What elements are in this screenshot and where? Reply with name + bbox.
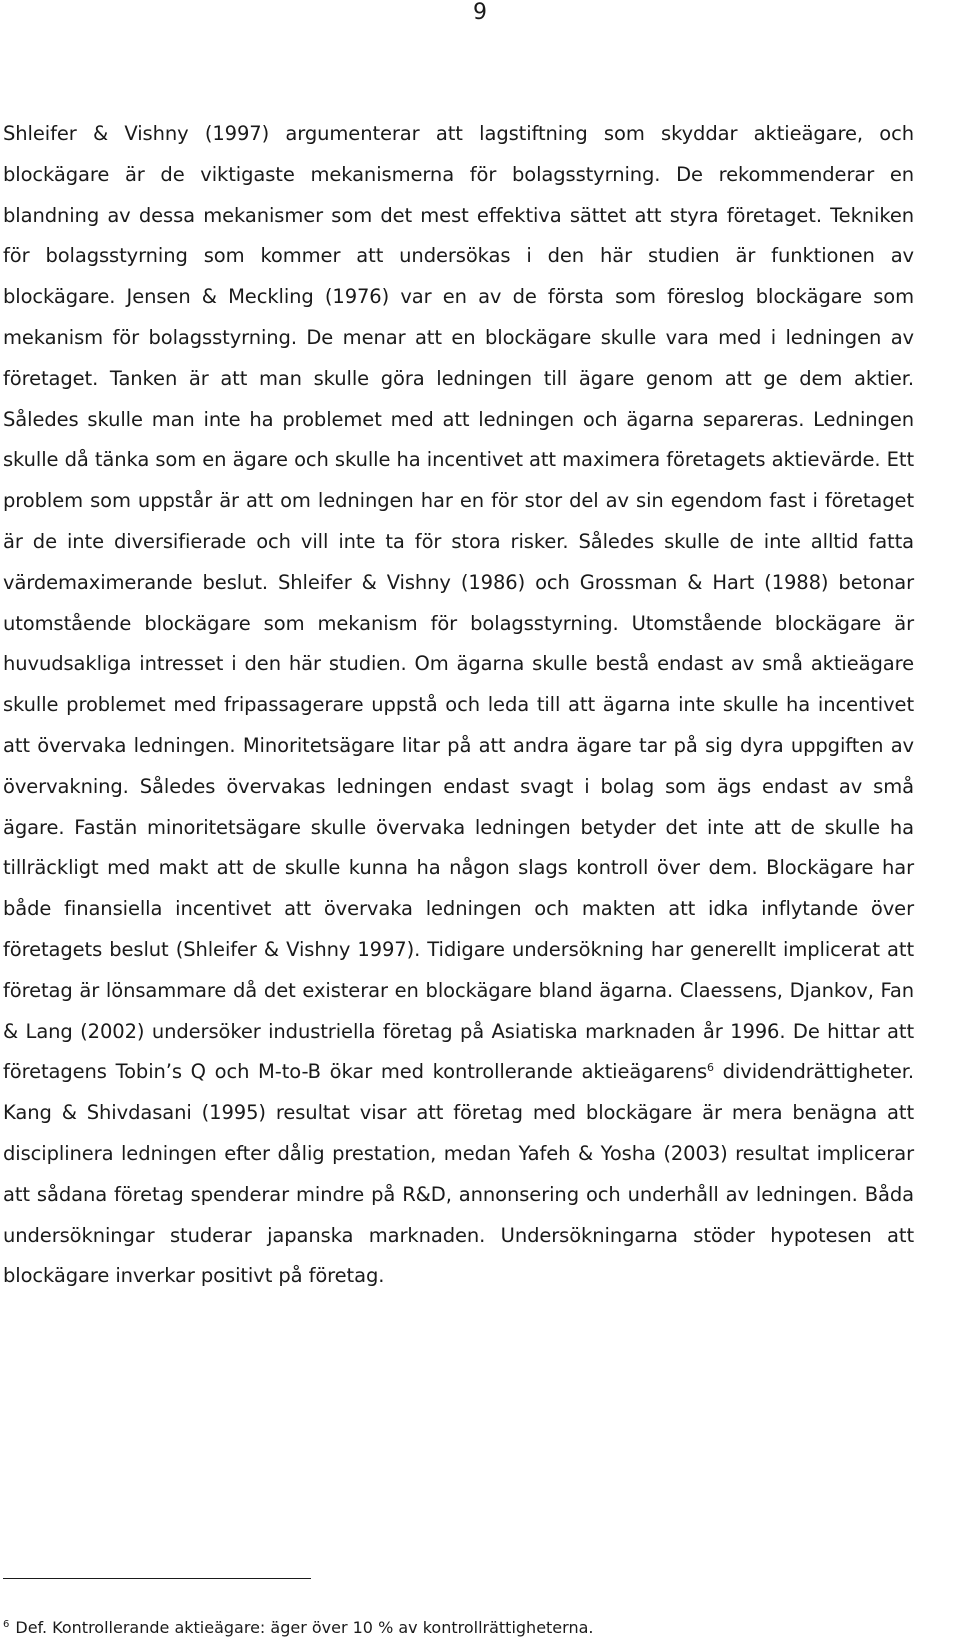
footnote-marker: 6 — [3, 1619, 10, 1630]
footnote-reference: 6 — [707, 1061, 714, 1075]
footnote-text: Def. Kontrollerande aktieägare: äger över 10 % av kontrollrättigheterna. — [15, 1618, 594, 1637]
body-paragraph — [3, 114, 914, 1297]
paragraph-text-part-2: dividendrättigheter. Kang & Shivdasani (1995) resultat visar att företag med blockägare är mera benägna att disciplinera ledningen efter dålig prestation, medan Yafeh & Yosha (2003) resultat implicerar att sådana företag spenderar mindre på R&D, annonsering och underhåll av ledningen. Båda undersökningar studerar japanska marknaden. Undersökningarna stöder hypotesen att blockägare inverkar positivt på företag. — [3, 1060, 914, 1288]
page-number: 9 — [473, 0, 487, 25]
footnote-divider — [3, 1578, 311, 1579]
paragraph-text-part-1: Shleifer & Vishny (1997) argumenterar att lagstiftning som skyddar aktieägare, och blockägare är de viktigaste mekanismerna för bolagsstyrning. De rekommenderar en blandning av dessa mekanismer som det mest effektiva sättet att styra företaget. Tekniken för bolagsstyrning som kommer att undersökas i den här studien är funktionen av blockägare. Jensen & Meckling (1976) var en av de första som föreslog blockägare som mekanism för bolagsstyrning. De menar att en blockägare skulle vara med i ledningen av företaget. Tanken är att man skulle göra ledningen till ägare genom att ge dem aktier. Således skulle man inte ha problemet med att ledningen och ägarna separeras. Ledningen skulle då tänka som en ägare och skulle ha incentivet att maximera företagets aktievärde. Ett problem som uppstår är att om ledningen har en för stor del av sin egendom fast i företaget är de inte diversifierade och vill inte ta för stora risker. Således skulle de inte alltid fatta värdemaximerande beslut. Shleifer & Vishny (1986) och Grossman & Hart (1988) betonar utomstående blockägare som mekanism för bolagsstyrning. Utomstående blockägare är huvudsakliga intresset i den här studien. Om ägarna skulle bestå endast av små aktieägare skulle problemet med fripassagerare uppstå och leda till att ägarna inte skulle ha incentivet att övervaka ledningen. Minoritetsägare litar på att andra ägare tar på sig dyra uppgiften av övervakning. Således övervakas ledningen endast svagt i bolag som ägs endast av små ägare. Fastän minoritetsägare skulle övervaka ledningen betyder det inte att de skulle ha tillräckligt med makt att de skulle kunna ha någon slags kontroll över dem. Blockägare har både finansiella incentivet att övervaka ledningen och makten att idka inflytande över företagets beslut (Shleifer & Vishny 1997). Tidigare undersökning har generellt implicerat att företag är lönsammare då det existerar en blockägare bland ägarna. Claessens, Djankov, Fan & Lang (2002) undersöker industriella företag på Asiatiska marknaden år 1996. De hittar att företagens Tobin’s Q och M-to-B ökar med kontrollerande aktieägarens — [3, 122, 914, 1084]
footnote — [3, 1618, 903, 1638]
